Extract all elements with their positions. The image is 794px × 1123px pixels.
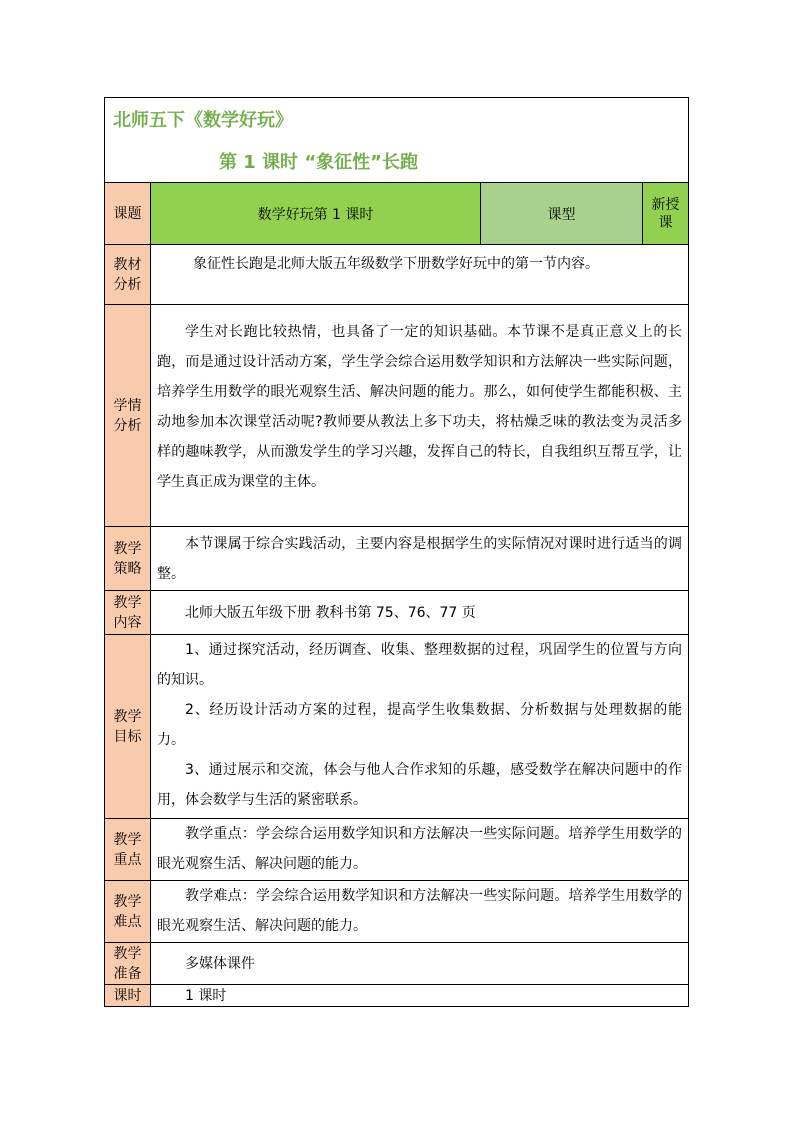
key-points-text: 教学重点：学会综合运用数学知识和方法解决一些实际问题。培养学生用数学的眼光观察生活、解决问题的能力。 bbox=[157, 826, 682, 872]
row-label-students: 学情分析 bbox=[105, 305, 151, 526]
row-key-points bbox=[105, 819, 688, 881]
row-label-material: 教材分析 bbox=[105, 245, 151, 304]
goal-item: 2、经历设计活动方案的过程，提高学生收集数据、分析数据与处理数据的能力。 bbox=[157, 702, 682, 748]
row-label-strategy: 教学策略 bbox=[105, 527, 151, 590]
row-label-preparation: 教学准备 bbox=[105, 943, 151, 984]
document-title: 北师五下《数学好玩》 bbox=[113, 110, 293, 131]
row-material bbox=[105, 245, 688, 305]
row-content bbox=[105, 591, 688, 635]
goals-list bbox=[151, 635, 688, 818]
row-hours bbox=[105, 985, 688, 1006]
topic-label: 课题 bbox=[105, 183, 151, 244]
strategy-text: 本节课属于综合实践活动，主要内容是根据学生的实际情况对课时进行适当的调整。 bbox=[157, 536, 682, 582]
goal-item: 3、通过展示和交流，体会与他人合作求知的乐趣，感受数学在解决问题中的作用，体会数学与生活的紧密联系。 bbox=[157, 762, 682, 808]
hours-text: 1 课时 bbox=[185, 987, 227, 1004]
lesson-title-cell: 数学好玩第 1 课时 bbox=[151, 183, 481, 244]
lesson-subtitle: 第 1 课时 “象征性”长跑 bbox=[219, 152, 418, 173]
row-label-key-points: 教学重点 bbox=[105, 819, 151, 880]
lesson-type-value: 新授课 bbox=[643, 183, 688, 244]
students-text: 学生对长跑比较热情，也具备了一定的知识基础。本节课不是真正意义上的长跑，而是通过设计活动方案，学生学会综合运用数学知识和方法解决一些实际问题，培养学生用数学的眼光观察生活、解决问题的能力。那么，如何使学生都能积极、主动地参加本次课堂活动呢?教师要从教法上多下功夫，将枯燥乏味的教法变为灵活多样的趣味教学，从而激发学生的学习兴趣，发挥自己的特长，自我组织互帮互学，让学生真正成为课堂的主体。 bbox=[157, 324, 682, 490]
goal-item: 1、通过探究活动，经历调查、收集、整理数据的过程，巩固学生的位置与方向的知识。 bbox=[157, 642, 682, 688]
row-label-content: 教学内容 bbox=[105, 591, 151, 634]
preparation-text: 多媒体课件 bbox=[185, 955, 255, 972]
row-label-difficulties: 教学难点 bbox=[105, 881, 151, 942]
header-row bbox=[105, 183, 688, 245]
row-strategy bbox=[105, 527, 688, 591]
row-students bbox=[105, 305, 688, 527]
lesson-plan-table bbox=[104, 97, 689, 1007]
material-text: 象征性长跑是北师大版五年级数学下册数学好玩中的第一节内容。 bbox=[193, 256, 599, 272]
row-preparation bbox=[105, 943, 688, 985]
lesson-type-label: 课型 bbox=[481, 183, 643, 244]
difficulties-text: 教学难点：学会综合运用数学知识和方法解决一些实际问题。培养学生用数学的眼光观察生活、解决问题的能力。 bbox=[157, 888, 682, 934]
row-label-goals: 教学目标 bbox=[105, 635, 151, 818]
content-text: 北师大版五年级下册 教科书第 75、76、77 页 bbox=[185, 604, 476, 621]
row-difficulties bbox=[105, 881, 688, 943]
row-label-hours: 课时 bbox=[105, 985, 151, 1006]
row-goals bbox=[105, 635, 688, 819]
title-block bbox=[105, 98, 688, 183]
